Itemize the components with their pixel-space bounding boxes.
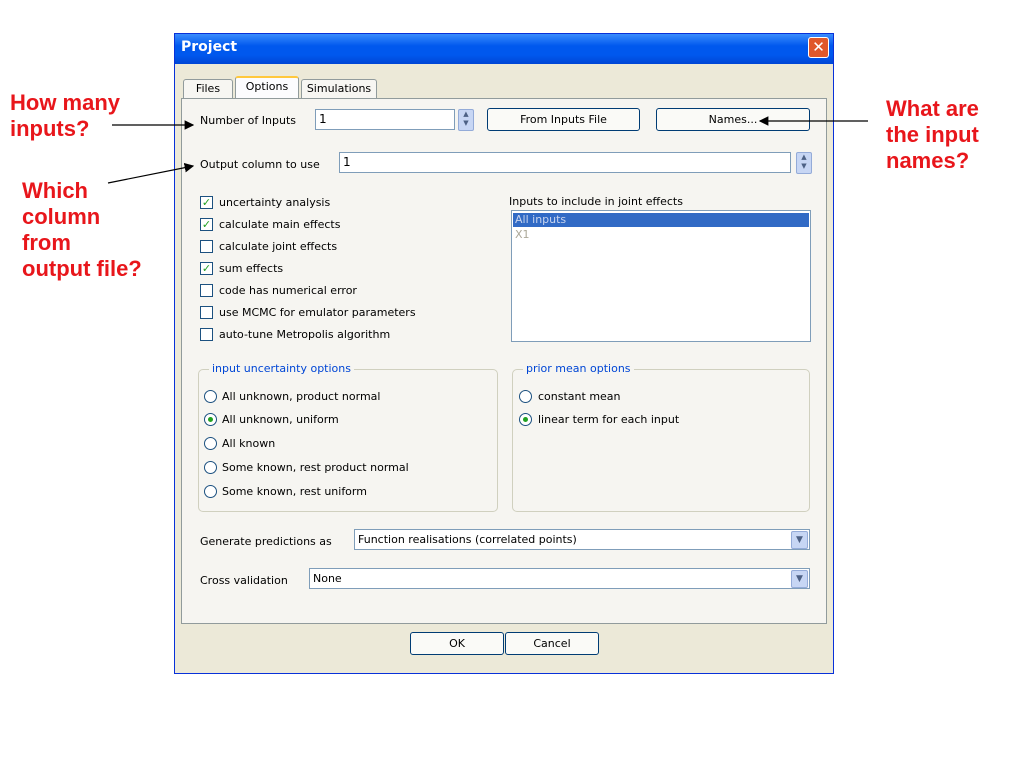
- cross-validation-select[interactable]: [309, 568, 810, 589]
- checkbox-box[interactable]: [200, 328, 213, 341]
- checkbox-label: sum effects: [219, 262, 284, 275]
- checkbox-box[interactable]: [200, 240, 213, 253]
- output-column-field[interactable]: 1: [339, 152, 791, 173]
- list-item[interactable]: X1: [515, 228, 530, 241]
- generate-predictions-value: Function realisations (correlated points): [358, 533, 577, 546]
- radio-button[interactable]: [204, 413, 217, 426]
- radio-label: All known: [222, 437, 276, 450]
- radio-dot: [523, 417, 528, 422]
- annotation-which-column: Which column from output file?: [22, 178, 142, 281]
- annotation-input-names: What are the input names?: [886, 96, 979, 173]
- check-icon: ✓: [201, 262, 212, 275]
- tab-files[interactable]: Files: [183, 79, 233, 98]
- num-inputs-field[interactable]: 1: [315, 109, 455, 130]
- tab-simulations[interactable]: Simulations: [301, 79, 377, 98]
- ok-button[interactable]: OK: [410, 632, 504, 655]
- check-icon: ✓: [201, 196, 212, 209]
- close-icon: ✕: [812, 38, 825, 56]
- radio-button[interactable]: [519, 413, 532, 426]
- cross-validation-label: Cross validation: [200, 574, 288, 587]
- radio-button[interactable]: [519, 390, 532, 403]
- chevron-down-icon[interactable]: ▼: [791, 531, 808, 549]
- generate-predictions-label: Generate predictions as: [200, 535, 332, 548]
- num-inputs-spin[interactable]: [458, 109, 474, 131]
- checkbox-label: calculate main effects: [219, 218, 341, 231]
- spin-icon: ▲ ▼: [801, 153, 807, 170]
- options-panel: [181, 98, 827, 624]
- checkbox-box[interactable]: [200, 218, 213, 231]
- checkbox-label: use MCMC for emulator parameters: [219, 306, 416, 319]
- checkbox-box[interactable]: [200, 196, 213, 209]
- generate-predictions-select[interactable]: [354, 529, 810, 550]
- radio-button[interactable]: [204, 437, 217, 450]
- title-bar[interactable]: [175, 34, 833, 64]
- radio-dot: [208, 417, 213, 422]
- checkbox-label: code has numerical error: [219, 284, 357, 297]
- annotation-how-many-inputs: How many inputs?: [10, 90, 121, 141]
- radio-button[interactable]: [204, 485, 217, 498]
- spin-icon: ▲ ▼: [463, 110, 469, 127]
- radio-button[interactable]: [204, 461, 217, 474]
- names-button[interactable]: Names...: [656, 108, 810, 131]
- joint-effects-listbox[interactable]: [511, 210, 811, 342]
- num-inputs-label: Number of Inputs: [200, 114, 296, 127]
- close-button[interactable]: [808, 37, 829, 58]
- radio-button[interactable]: [204, 390, 217, 403]
- from-inputs-file-button[interactable]: From Inputs File: [487, 108, 640, 131]
- checkbox-label: uncertainty analysis: [219, 196, 331, 209]
- radio-label: Some known, rest product normal: [222, 461, 409, 474]
- list-item[interactable]: All inputs: [513, 213, 809, 227]
- radio-label: Some known, rest uniform: [222, 485, 367, 498]
- input-uncertainty-title: input uncertainty options: [209, 362, 354, 375]
- check-icon: ✓: [201, 218, 212, 231]
- output-column-label: Output column to use: [200, 158, 320, 171]
- checkbox-box[interactable]: [200, 262, 213, 275]
- cancel-button[interactable]: Cancel: [505, 632, 599, 655]
- cross-validation-value: None: [313, 572, 342, 585]
- radio-label: linear term for each input: [538, 413, 680, 426]
- prior-mean-title: prior mean options: [523, 362, 634, 375]
- radio-label: constant mean: [538, 390, 621, 403]
- radio-label: All unknown, product normal: [222, 390, 381, 403]
- output-column-spin[interactable]: [796, 152, 812, 174]
- checkbox-label: calculate joint effects: [219, 240, 338, 253]
- checkbox-box[interactable]: [200, 306, 213, 319]
- checkbox-label: auto-tune Metropolis algorithm: [219, 328, 391, 341]
- radio-label: All unknown, uniform: [222, 413, 339, 426]
- project-dialog: [174, 33, 834, 674]
- joint-effects-label: Inputs to include in joint effects: [509, 195, 683, 208]
- checkbox-box[interactable]: [200, 284, 213, 297]
- chevron-down-icon[interactable]: ▼: [791, 570, 808, 588]
- tab-options[interactable]: Options: [235, 76, 299, 98]
- dialog-title: Project: [181, 39, 238, 55]
